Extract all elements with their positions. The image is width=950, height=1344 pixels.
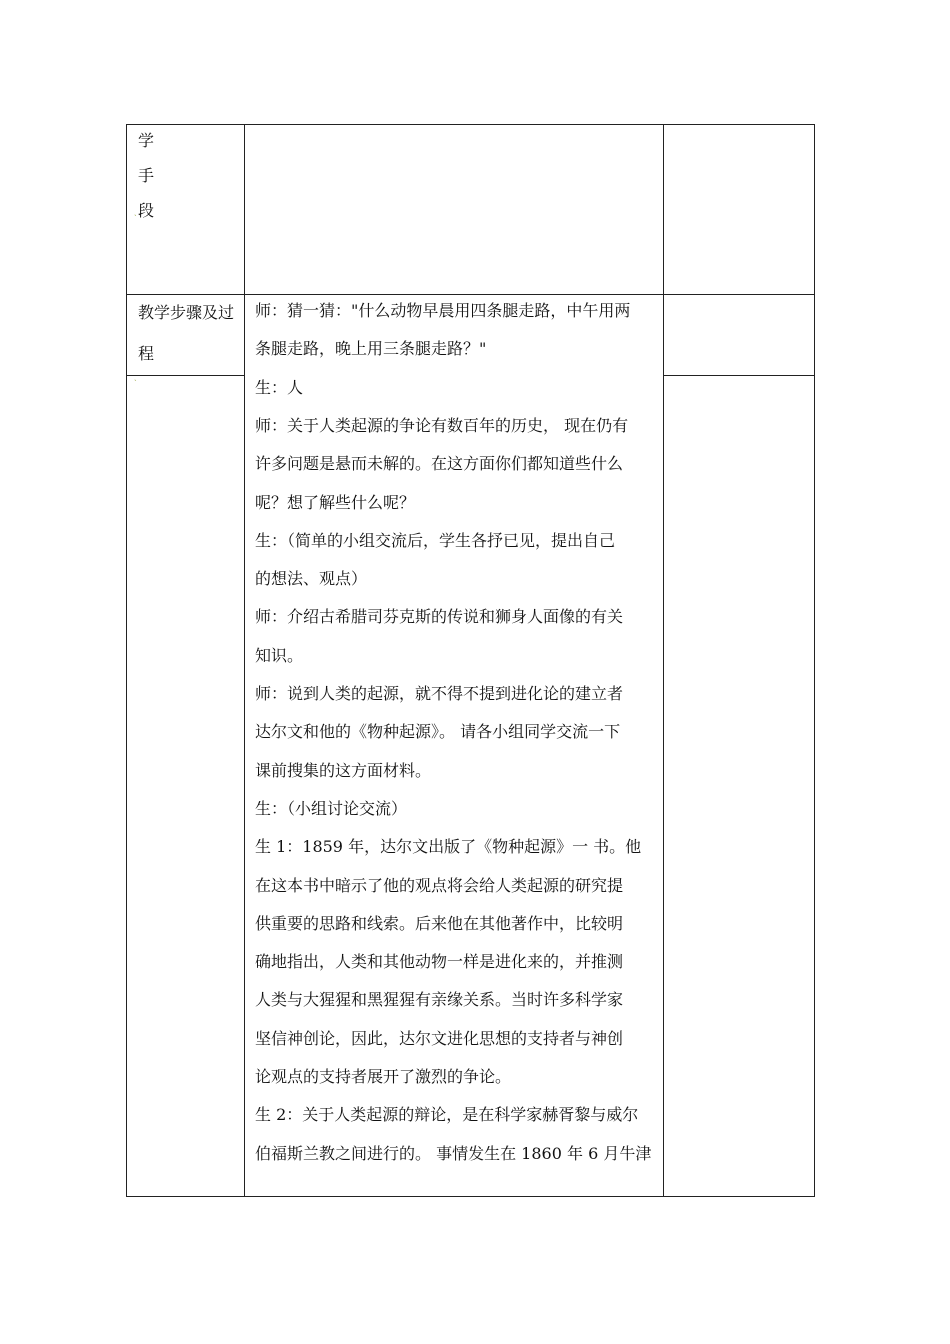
- content-line: 供重要的思路和线索。后来他在其他著作中，比较明: [255, 913, 624, 933]
- row-divider-1: [126, 294, 815, 295]
- content-line: 许多问题是悬而未解的。在这方面你们都知道些什么: [255, 454, 624, 474]
- content-line: 师：关于人类起源的争论有数百年的历史， 现在仍有: [255, 415, 629, 435]
- content-line: 在这本书中暗示了他的观点将会给人类起源的研究提: [255, 875, 624, 895]
- content-line: 条腿走路，晚上用三条腿走路？": [255, 339, 487, 359]
- row1-label-char: 段: [138, 201, 155, 220]
- row-divider-left: [126, 375, 244, 376]
- content-line: 生：人: [255, 377, 304, 397]
- row2-label-line: 教学步骤及过: [138, 303, 235, 322]
- content-line: 知识。: [255, 645, 304, 665]
- content-line: 达尔文和他的《物种起源》。 请各小组同学交流一下: [255, 722, 621, 742]
- content-line: 课前搜集的这方面材料。: [255, 760, 432, 780]
- content-line: 呢？想了解些什么呢？: [255, 492, 416, 512]
- content-line: 伯福斯兰教之间进行的。 事情发生在 1860 年 6 月牛津: [255, 1143, 652, 1163]
- row1-label-char: 手: [138, 166, 155, 185]
- content-line: 论观点的支持者展开了激烈的争论。: [255, 1067, 512, 1086]
- content-line: 确地指出，人类和其他动物一样是进化来的，并推测: [255, 952, 624, 972]
- content-line: 生：（小组讨论交流）: [255, 798, 408, 818]
- content-line: 生 2：关于人类起源的辩论，是在科学家赫胥黎与威尔: [255, 1105, 639, 1125]
- edit-mark: ˏ: [134, 207, 137, 216]
- content-line: 师：说到人类的起源，就不得不提到进化论的建立者: [255, 684, 624, 703]
- content-line: 的想法、观点）: [255, 569, 368, 589]
- content-line: 师：猜一猜："什么动物早晨用四条腿走路，中午用两: [255, 301, 631, 320]
- row2-label-line: 程: [138, 344, 155, 363]
- content-line: 生：（简单的小组交流后，学生各抒已见，提出自己: [255, 530, 616, 550]
- column-divider-right: [663, 124, 664, 1197]
- row-divider-right: [663, 375, 815, 376]
- content-line: 人类与大猩猩和黑猩猩有亲缘关系。当时许多科学家: [255, 990, 624, 1010]
- row1-label-char: 学: [138, 131, 155, 150]
- column-divider-left: [244, 124, 245, 1197]
- content-line: 生 1：1859 年，达尔文出版了《物种起源》一 书。他: [255, 837, 642, 857]
- content-line: 师：介绍古希腊司芬克斯的传说和狮身人面像的有关: [255, 607, 624, 627]
- content-line: 坚信神创论，因此，达尔文进化思想的支持者与神创: [255, 1028, 624, 1048]
- edit-mark: ˏ: [134, 372, 137, 381]
